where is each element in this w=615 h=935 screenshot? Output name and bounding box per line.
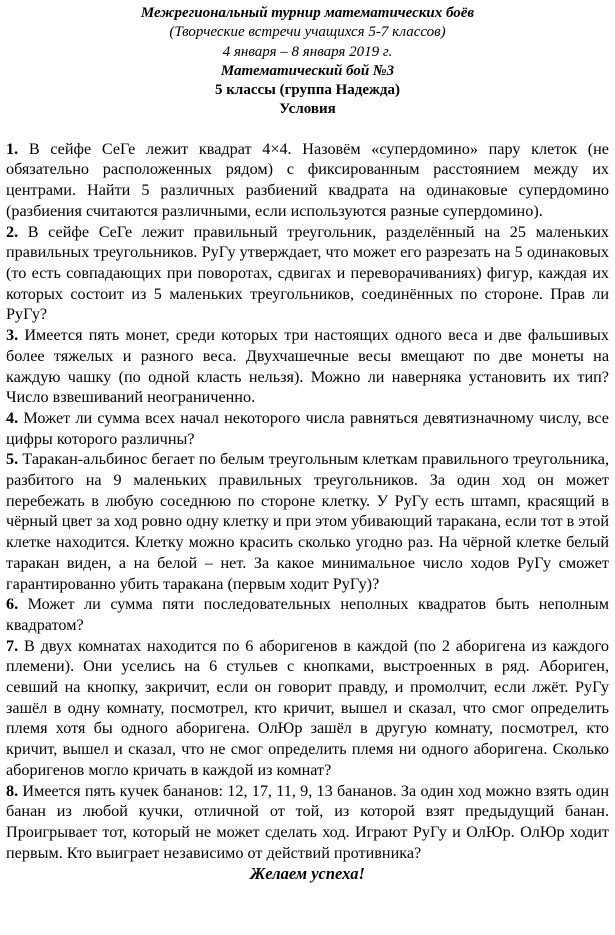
problem-text: Имеется пять кучек бананов: 12, 17, 11, 9, 13 бананов. За один ход можно взять один банан из любой кучки, отличной от той, из которой взят предыдущий банан. Проигрывает тот, который не может сделать ход. Играют РуГу и ОлЮр. ОлЮр ходит первым. Кто выиграет независимо от действий противника? (6, 781, 609, 862)
problem-text: Таракан-альбинос бегает по белым треугольным клеткам правильного треугольника, разбитого на 9 маленьких правильных треугольников. За один ход он может перебежать в любую соседнюю по стороне клетку. У РуГу есть штамп, красящий в чёрный цвет за ход ровно одну клетку и при этом убивающий таракана, если тот в этой клетке находится. Клетку можно красить сколько угодно раз. На чёрной клетке белый таракан виден, а на белой – нет. За какое минимальное число ходов РуГу сможет гарантированно убить таракана (первым ходит РуГу)? (6, 450, 609, 593)
problem-text: Имеется пять монет, среди которых три настоящих одного веса и две фальшивых более тяжелых и разного веса. Двухчашечные весы вмещают по две монеты на каждую чашку (по одной класть нельзя). Можно ли наверняка установить их тип? Число взвешиваний неограниченно. (6, 326, 609, 407)
tournament-dates: 4 января – 8 января 2019 г. (222, 43, 393, 60)
tournament-subtitle: (Творческие встречи учащихся 5-7 классов) (169, 24, 446, 41)
closing-wish: Желаем успеха! (250, 864, 365, 884)
problem-list (6, 139, 609, 864)
problem-8 (6, 781, 609, 864)
section-title: Условия (279, 101, 336, 118)
problem-6 (6, 594, 609, 635)
battle-title: Математический бой №3 (220, 62, 395, 79)
problem-number: 7. (6, 636, 19, 655)
problem-text: Может ли сумма пяти последовательных неполных квадратов быть неполным квадратом? (6, 595, 609, 634)
problem-number: 8. (6, 781, 19, 800)
problem-text: В двух комнатах находится по 6 аборигенов в каждой (по 2 аборигена из каждого племени). Они уселись на 6 стульев с кнопками, выстроенных в ряд. Абориген, севший на кнопку, закричит, если он говорит правду, и промолчит, если лжёт. РуГу зашёл в одну комнату, посмотрел, кто кричит, вышел и сказал, что смог определить племя хотя бы одного аборигена. ОлЮр зашёл в другую комнату, посмотрел, кто кричит, вышел и сказал, что не смог определить племя ни одного аборигена. Сколько аборигенов могло кричать в каждой из комнат? (6, 636, 609, 779)
problem-number: 6. (6, 595, 19, 614)
problem-1 (6, 139, 609, 222)
tournament-title: Межрегиональный турнир математических боёв (140, 5, 475, 21)
problem-5 (6, 449, 609, 594)
problem-7 (6, 636, 609, 781)
problem-text: В сейфе СеГе лежит правильный треугольник, разделённый на 25 маленьких правильных треугольников. РуГу утверждает, что может его разрезать на 5 одинаковых (то есть совпадающих при поворотах, сдвигах и переворачиваниях) фигур, каждая их которых состоит из 5 маленьких треугольников, соединённых по стороне. Прав ли РуГу? (6, 222, 609, 324)
problem-number: 1. (6, 139, 19, 158)
problem-3 (6, 325, 609, 408)
problem-4 (6, 408, 609, 449)
problem-number: 4. (6, 408, 19, 427)
group-title: 5 классы (группа Надежда) (215, 82, 400, 99)
problem-2 (6, 222, 609, 326)
problem-text: В сейфе СеГе лежит квадрат 4×4. Назовём «супердомино» пару клеток (не обязательно расположенных рядом) с фиксированным расстоянием между их центрами. Найти 5 различных разбиений квадрата на одинаковые супердомино (разбиения считаются различными, если используются разные супердомино). (6, 139, 609, 220)
problem-text: Может ли сумма всех начал некоторого числа равняться девятизначному числу, все цифры которого различны? (6, 408, 609, 448)
problem-number: 2. (6, 222, 19, 241)
document-header (6, 4, 609, 120)
problem-number: 3. (6, 326, 19, 345)
problem-number: 5. (6, 450, 19, 469)
